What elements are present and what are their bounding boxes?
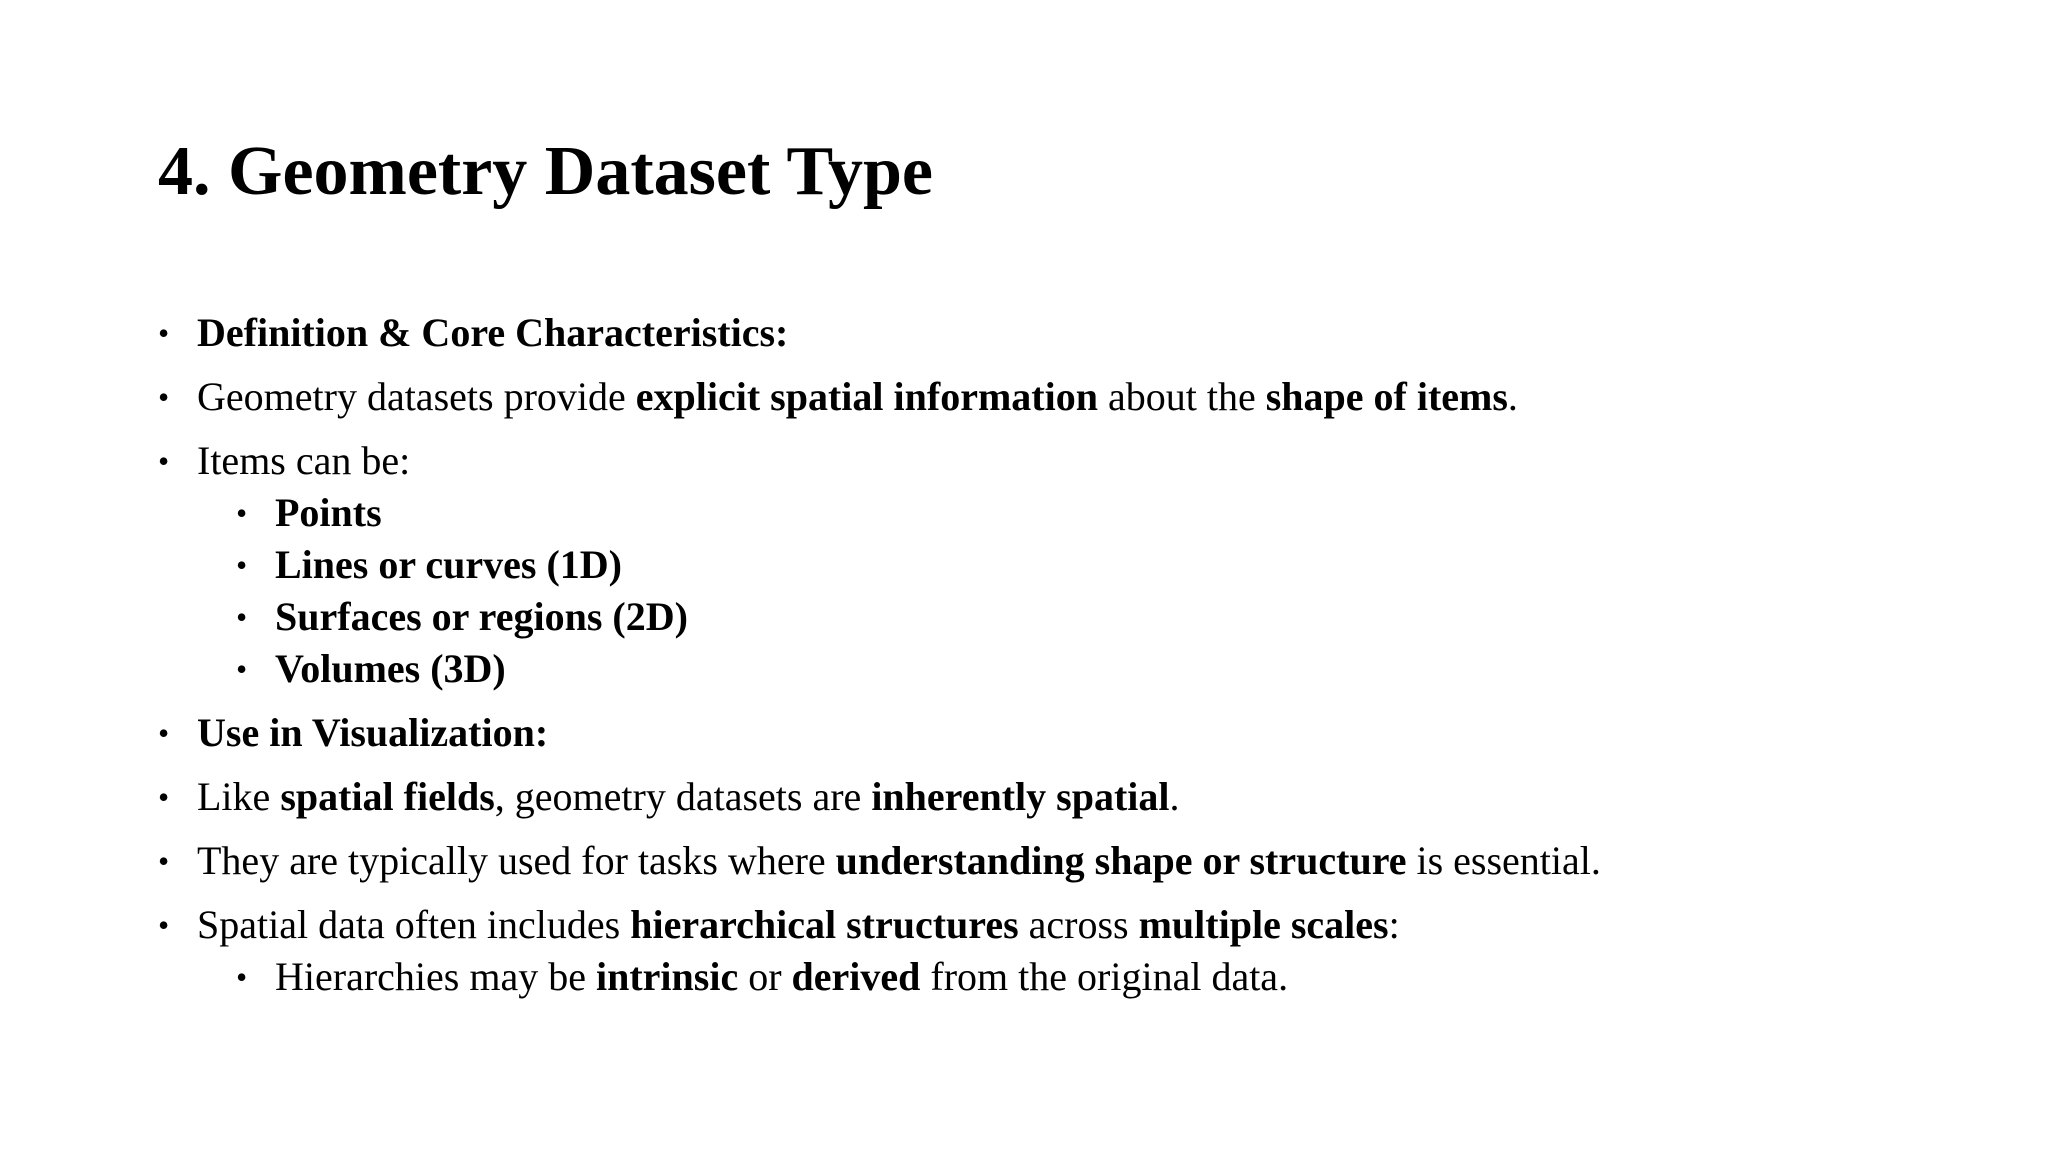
bold-text-run: understanding shape or structure bbox=[835, 838, 1407, 883]
text-run: . bbox=[1169, 774, 1180, 819]
text-run: Items can be: bbox=[197, 438, 411, 483]
bullet-dot-icon: • bbox=[158, 907, 170, 943]
slide-title: 4. Geometry Dataset Type bbox=[158, 133, 933, 210]
sub-bullet-item bbox=[236, 593, 688, 641]
text-run: Like bbox=[197, 774, 281, 819]
bullet-dot-icon: • bbox=[158, 443, 170, 479]
bullet-dot-icon: • bbox=[236, 547, 248, 583]
sub-bullet-item bbox=[236, 541, 622, 589]
bullet-text bbox=[275, 490, 382, 535]
bullet-dot-icon: • bbox=[158, 779, 170, 815]
bold-text-run: multiple scales bbox=[1138, 902, 1389, 947]
bullet-text bbox=[275, 954, 1288, 999]
text-run: Hierarchies may be bbox=[275, 954, 596, 999]
bold-text-run: Surfaces or regions (2D) bbox=[275, 594, 688, 639]
bullet-dot-icon: • bbox=[158, 379, 170, 415]
sub-bullet-item bbox=[236, 645, 506, 693]
bullet-item bbox=[158, 837, 1601, 885]
sub-bullet-item bbox=[236, 953, 1288, 1001]
text-run: from the original data. bbox=[920, 954, 1289, 999]
bold-text-run: explicit spatial information bbox=[635, 374, 1098, 419]
bullet-dot-icon: • bbox=[236, 959, 248, 995]
bold-text-run: spatial fields bbox=[280, 774, 495, 819]
bullet-text bbox=[197, 774, 1180, 819]
bullet-text bbox=[197, 374, 1518, 419]
bullet-text bbox=[197, 310, 788, 355]
text-run: Geometry datasets provide bbox=[197, 374, 636, 419]
text-run: : bbox=[1388, 902, 1400, 947]
bold-text-run: Points bbox=[275, 490, 382, 535]
bullet-dot-icon: • bbox=[158, 843, 170, 879]
text-run: They are typically used for tasks where bbox=[197, 838, 836, 883]
bullet-dot-icon: • bbox=[158, 715, 170, 751]
text-run: across bbox=[1018, 902, 1139, 947]
bullet-text bbox=[275, 542, 622, 587]
bullet-text bbox=[197, 902, 1400, 947]
bold-text-run: Definition & Core Characteristics: bbox=[197, 310, 789, 355]
text-run: about the bbox=[1097, 374, 1266, 419]
bullet-item bbox=[158, 437, 410, 485]
bullet-item bbox=[158, 709, 548, 757]
text-run: Spatial data often includes bbox=[197, 902, 631, 947]
bold-text-run: inherently spatial bbox=[871, 774, 1170, 819]
text-run: . bbox=[1507, 374, 1518, 419]
text-run: is essential. bbox=[1406, 838, 1601, 883]
bold-text-run: shape of items bbox=[1265, 374, 1508, 419]
bold-text-run: derived bbox=[791, 954, 921, 999]
bullet-text bbox=[197, 438, 410, 483]
text-run: or bbox=[738, 954, 792, 999]
bullet-dot-icon: • bbox=[236, 599, 248, 635]
bullet-dot-icon: • bbox=[236, 651, 248, 687]
bold-text-run: hierarchical structures bbox=[630, 902, 1019, 947]
text-run: , geometry datasets are bbox=[494, 774, 872, 819]
bold-text-run: intrinsic bbox=[595, 954, 739, 999]
bullet-item bbox=[158, 309, 788, 357]
bullet-item bbox=[158, 901, 1400, 949]
bold-text-run: Volumes (3D) bbox=[275, 646, 506, 691]
bullet-dot-icon: • bbox=[158, 315, 170, 351]
bullet-text bbox=[275, 594, 688, 639]
bullet-dot-icon: • bbox=[236, 495, 248, 531]
bullet-text bbox=[275, 646, 506, 691]
bullet-item bbox=[158, 773, 1180, 821]
bullet-item bbox=[158, 373, 1518, 421]
sub-bullet-item bbox=[236, 489, 382, 537]
bullet-text bbox=[197, 838, 1601, 883]
bold-text-run: Lines or curves (1D) bbox=[275, 542, 622, 587]
bold-text-run: Use in Visualization: bbox=[197, 710, 549, 755]
bullet-text bbox=[197, 710, 548, 755]
